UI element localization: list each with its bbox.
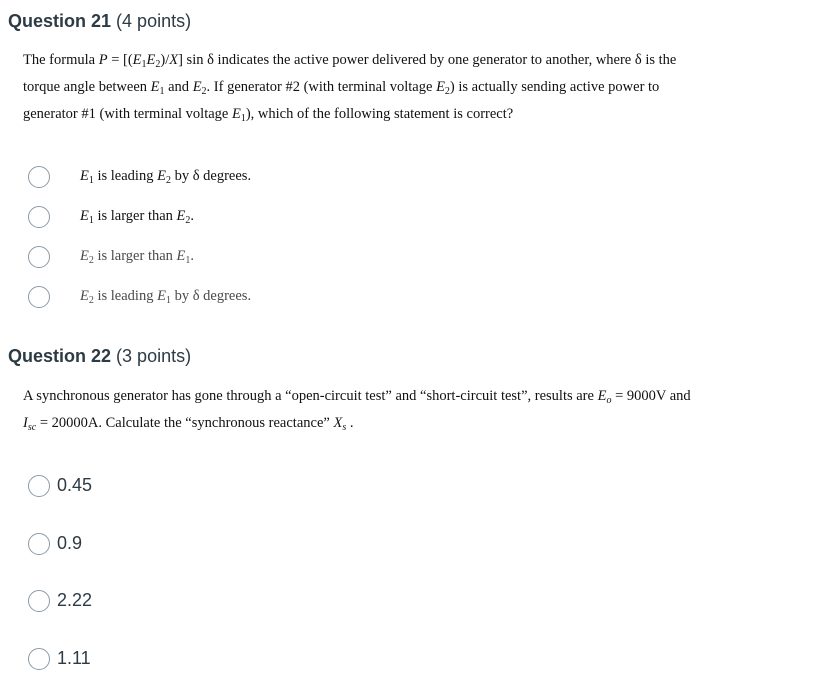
q22-option-1-radio[interactable] [28,475,50,497]
q21-option-4-label[interactable]: $E_2$ is leading $E_1$ by δ degrees. [80,288,252,306]
question-21-header [8,11,191,32]
question-22-title: Question 22 [8,346,112,366]
q21-option-2-label[interactable]: $E_1$ is larger than $E_2$. [80,208,195,226]
q22-option-4-radio[interactable] [28,648,50,670]
q21-option-4-radio[interactable] [28,286,50,308]
question-22-header [8,346,191,367]
q21-option-3-label[interactable]: $E_2$ is larger than $E_1$. [80,248,195,266]
q22-option-2-radio[interactable] [28,533,50,555]
question-22-text-line-1: A synchronous generator has gone through a “open-circuit test” and “short-circuit test”, results are $E_o = 9000V$ and [23,388,691,406]
q21-option-2-radio[interactable] [28,206,50,228]
question-21-text-line-3: generator #1 (with terminal voltage $E_1$), which of the following statement is correct? [23,106,514,124]
question-21-points: (4 points) [116,11,192,31]
q22-option-4-label[interactable]: 1.11 [57,648,91,668]
q21-option-3-radio[interactable] [28,246,50,268]
q22-option-3-radio[interactable] [28,590,50,612]
q21-option-1-radio[interactable] [28,166,50,188]
q22-option-1-label[interactable]: 0.45 [57,475,93,495]
question-21-text-line-1: The formula $P = [(E_1E_2)/X]$ sin δ indicates the active power delivered by one generator to another, where δ is the [23,52,677,70]
question-22-points: (3 points) [116,346,192,366]
question-21-title: Question 21 [8,11,112,31]
q22-option-3-label[interactable]: 2.22 [57,590,93,610]
q22-option-2-label[interactable]: 0.9 [57,533,83,553]
question-22-text-line-2: $I_{sc} = 20000A$. Calculate the “synchronous reactance” $X_s$ . [23,415,354,433]
question-21-text-line-2: torque angle between $E_1$ and $E_2$. If generator #2 (with terminal voltage $E_2$) is actually sending active power to [23,79,660,97]
q21-option-1-label[interactable]: $E_1$ is leading $E_2$ by δ degrees. [80,168,252,186]
